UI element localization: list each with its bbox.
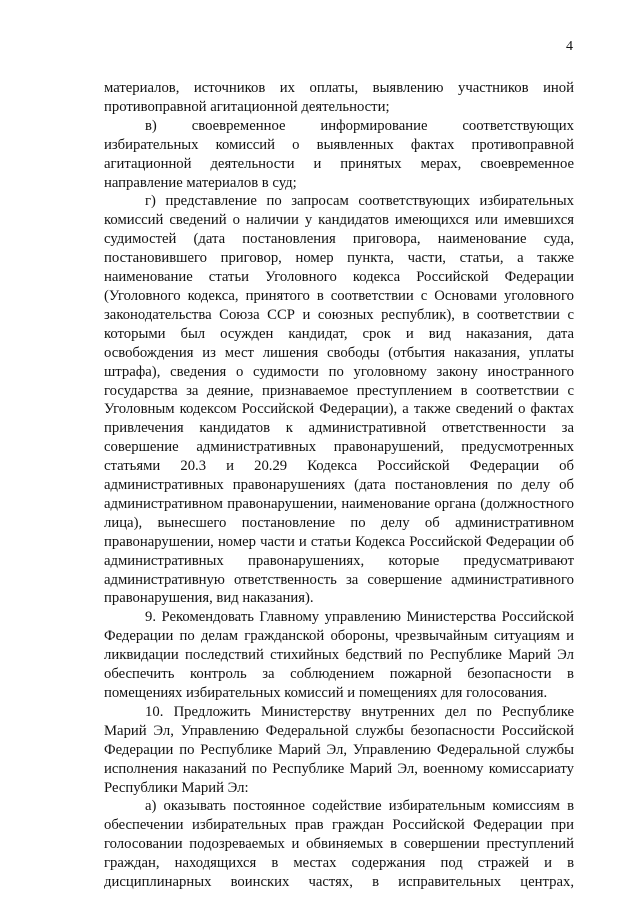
paragraph-item-a: а) оказывать постоянное содействие избирательным комиссиям в обеспечении избирательных прав граждан Российской Федерации при голосовании подозреваемых и обвиняемых в совершении преступлений граждан, находящихся в местах содержания под стражей и в дисциплинарных воинских частях, в исправительных центрах,	[104, 798, 574, 891]
paragraph-item-10: 10. Предложить Министерству внутренних дел по Республике Марий Эл, Управлению Федеральной службы безопасности Российской Федерации по Республике Марий Эл, Управлению Федеральной службы исполнения наказаний по Республике Марий Эл, военному комиссариату Республики Марий Эл:	[104, 703, 574, 796]
paragraph-continuation: материалов, источников их оплаты, выявлению участников иной противоправной агитационной деятельности;	[104, 80, 574, 115]
paragraph-item-g: г) представление по запросам соответствующих избирательных комиссий сведений о наличии у кандидатов имеющихся или имевшихся судимостей (дата постановления приговора, наименование суда, постановившего приговор, номер пункта, части, статьи, а также наименование статьи Уголовного кодекса Российской Федерации (Уголовного кодекса, принятого в соответствии с Основами уголовного законодательства Союза ССР и союзных республик), в соответствии с которыми был осужден кандидат, срок и вид наказания, дата освобождения из мест лишения свободы (отбытия наказания, уплаты штрафа), сведения о судимости по уголовному закону иностранного государства за деяние, признаваемое преступлением в соответствии с Уголовным кодексом Российской Федерации), а также сведений о фактах привлечения кандидатов к административной ответственности за совершение административных правонарушений, предусмотренных статьями 20.3 и 20.29 Кодекса Российской Федерации об административных правонарушениях (дата постановления по делу об административном правонарушении, наименование органа (должностного лица), вынесшего постановление по делу об административном правонарушении, номер части и статьи Кодекса Российской Федерации об административных правонарушениях, которые предусматривают административную ответственность за совершение административного правонарушения, вид наказания).	[104, 193, 574, 607]
page-number: 4	[566, 39, 573, 54]
paragraph-item-9: 9. Рекомендовать Главному управлению Министерства Российской Федерации по делам гражданской обороны, чрезвычайным ситуациям и ликвидации последствий стихийных бедствий по Республике Марий Эл обеспечить контроль за соблюдением пожарной безопасности в помещениях избирательных комиссий и помещениях для голосования.	[104, 609, 574, 701]
document-body	[104, 79, 574, 892]
paragraph-item-v: в) своевременное информирование соответствующих избирательных комиссий о выявленных фактах противоправной агитационной деятельности и принятых мерах, своевременное направление материалов в суд;	[104, 117, 574, 191]
